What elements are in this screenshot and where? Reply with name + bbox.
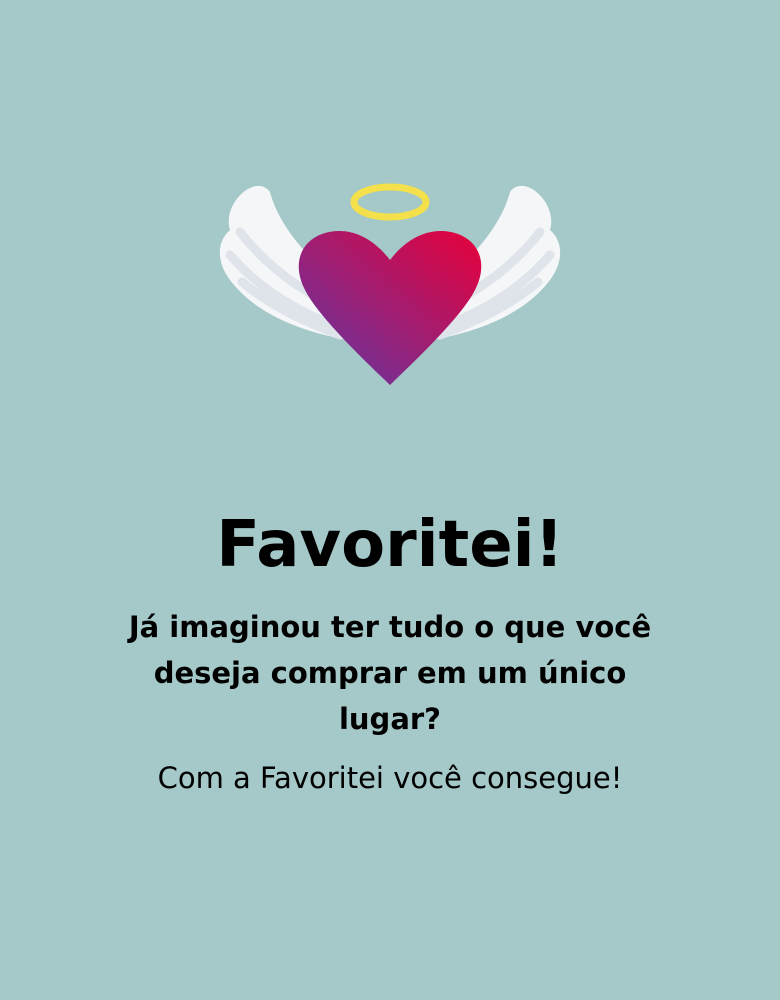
subtitle-text: Já imaginou ter tudo o que você deseja comprar em um único lugar? [128, 610, 652, 736]
page-title: Favoritei! [216, 508, 564, 582]
halo-icon [354, 187, 426, 217]
winged-heart-with-halo-icon [200, 170, 580, 400]
heart-icon [299, 231, 482, 385]
tagline-text: Com a Favoritei você consegue! [157, 761, 623, 795]
